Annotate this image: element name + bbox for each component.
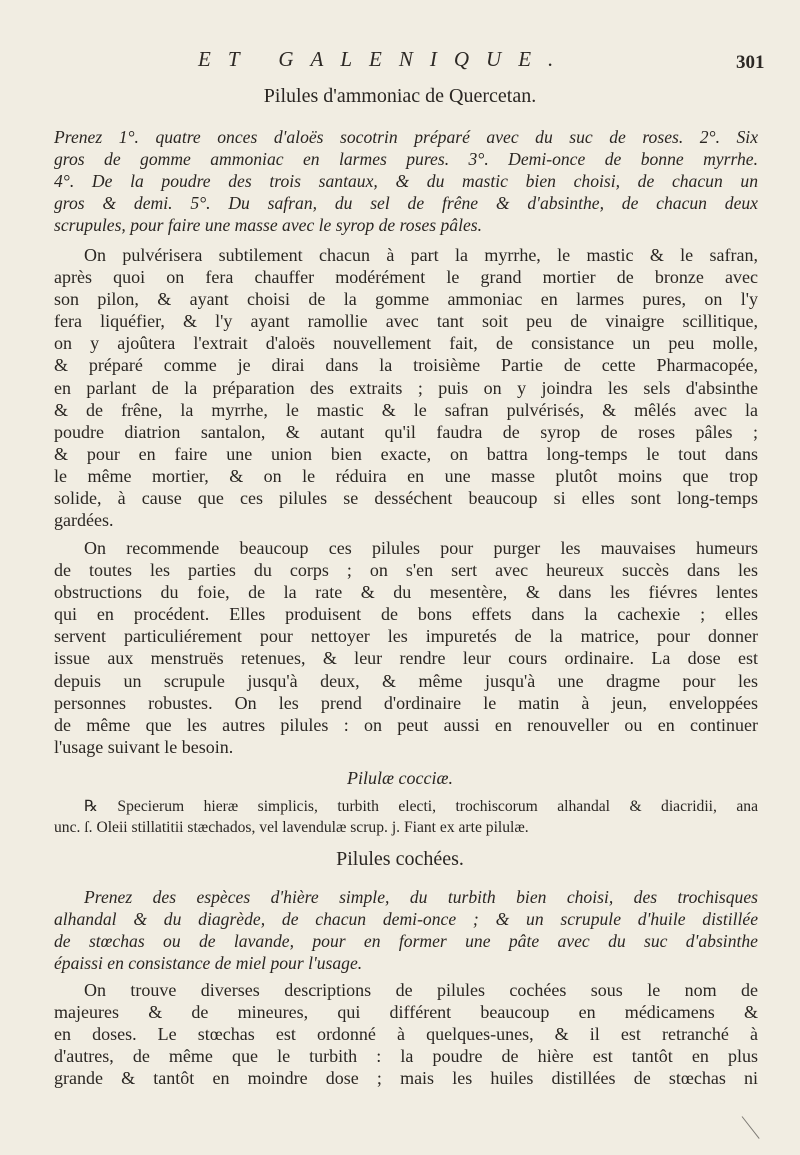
text-line: depuis un scrupule jusqu'à deux, & même jusqu'à une dragme pour les — [54, 670, 758, 691]
text-line: d'autres, de même que le turbith : la poudre de hière est tantôt en plus — [54, 1046, 758, 1067]
recipe-line: gros de gomme ammoniac en larmes pures. 3°. Demi-once de bonne myrrhe. — [54, 149, 758, 170]
paragraph-cochees — [54, 979, 758, 1089]
text-line: majeures & de mineures, qui différent beaucoup en médicamens & — [54, 1002, 758, 1023]
text-line: On recommende beaucoup ces pilules pour purger les mauvaises humeurs — [84, 538, 758, 558]
latin-line: ℞ Specierum hieræ simplicis, turbith electi, trochiscorum alhandal & diacridii, ana — [84, 798, 758, 815]
recipe-line: Prenez 1°. quatre onces d'aloës socotrin préparé avec du suc de roses. 2°. Six — [54, 127, 758, 147]
text-line: on y ajoûtera l'extrait d'aloës nouvellement fait, de consistance un peu molle, — [54, 333, 758, 354]
text-line: solide, à cause que ces pilules se desséchent beaucoup si elles sont long-temps — [54, 488, 758, 509]
text-line: gardées. — [54, 510, 114, 531]
text-line: l'usage suivant le besoin. — [54, 736, 234, 757]
text-line: On pulvérisera subtilement chacun à part la myrrhe, le mastic & le safran, — [84, 245, 758, 265]
paragraph-preparation — [54, 244, 758, 531]
recipe-cochees — [54, 886, 758, 974]
text-line: le même mortier, & on le réduira en une masse plutôt moins que trop — [54, 465, 758, 486]
section-heading-cochees: Pilules cochées. — [336, 848, 464, 870]
text-line: & pour en faire une union bien exacte, on battra long-temps le tout dans — [54, 443, 758, 464]
section-heading-ammoniac: Pilules d'ammoniac de Quercetan. — [263, 85, 537, 107]
text-line: grande & tantôt en moindre dose ; mais les huiles distillées de stœchas ni — [54, 1068, 758, 1089]
latin-recipe — [54, 796, 758, 838]
text-line: poudre diatrion santalon, & autant qu'il faudra de syrop de roses pâles ; — [54, 421, 758, 442]
recipe-line: scrupules, pour faire une masse avec le syrop de roses pâles. — [54, 215, 483, 236]
text-line: & de frêne, la myrrhe, le mastic & le safran pulvérisés, & mêlés avec la — [54, 399, 758, 420]
page-number: 301 — [736, 52, 765, 73]
text-line: de toutes les parties du corps ; on s'en sert avec heureux succès dans les — [54, 560, 758, 581]
text-line: servent particuliérement pour nettoyer les impuretés de la matrice, pour donner — [54, 626, 758, 647]
recipe-line: 4°. De la poudre des trois santaux, & du mastic bien choisi, de chacun un — [54, 171, 758, 192]
text-line: son pilon, & ayant choisi de la gomme ammoniac en larmes pures, on l'y — [54, 289, 758, 310]
recipe-line: Prenez des espèces d'hière simple, du turbith bien choisi, des trochisques — [84, 887, 758, 907]
page-corner-mark — [742, 1116, 760, 1139]
latin-heading: Pilulæ cocciæ. — [347, 768, 453, 788]
recipe-line: gros & demi. 5°. Du safran, du sel de frêne & d'absinthe, de chacun deux — [54, 193, 758, 214]
text-line: qui en procédent. Elles produisent de bons effets dans la cachexie ; elles — [54, 604, 758, 625]
text-line: personnes robustes. On les prend d'ordinaire le matin à jeun, enveloppées — [54, 692, 758, 713]
running-head: ET GALENIQUE. — [198, 47, 571, 71]
recipe-ammoniac — [54, 126, 758, 236]
text-line: après quoi on fera chauffer modérément le grand mortier de bronze avec — [54, 267, 758, 288]
text-line: fera liquéfier, & l'y ayant ramollie avec tant soit peu de vinaigre scillitique, — [54, 311, 758, 332]
paragraph-usage — [54, 537, 758, 758]
recipe-line: alhandal & du diagrède, de chacun demi-once ; & un scrupule d'huile distillée — [54, 909, 758, 930]
text-line: en parlant de la préparation des extraits ; puis on y joindra les sels d'absinthe — [54, 377, 758, 398]
text-line: en doses. Le stœchas est ordonné à quelques-unes, & il est retranché à — [54, 1024, 758, 1045]
text-line: issue aux menstruës retenues, & leur rendre leur cours ordinaire. La dose est — [54, 648, 758, 669]
text-line: On trouve diverses descriptions de pilules cochées sous le nom de — [84, 980, 758, 1000]
text-line: & préparé comme je dirai dans la troisième Partie de cette Pharmacopée, — [54, 355, 758, 376]
text-line: de même que les autres pilules : on peut aussi en renouveller ou en continuer — [54, 714, 758, 735]
recipe-line: de stœchas ou de lavande, pour en former une pâte avec du suc d'absinthe — [54, 931, 758, 952]
text-line: obstructions du foie, de la rate & du mesentère, & dans les fiévres lentes — [54, 582, 758, 603]
latin-line: unc. ſ. Oleii stillatitii stæchados, vel lavendulæ scrup. j. Fiant ex arte pilulæ. — [54, 819, 529, 836]
recipe-line: épaissi en consistance de miel pour l'usage. — [54, 953, 363, 974]
